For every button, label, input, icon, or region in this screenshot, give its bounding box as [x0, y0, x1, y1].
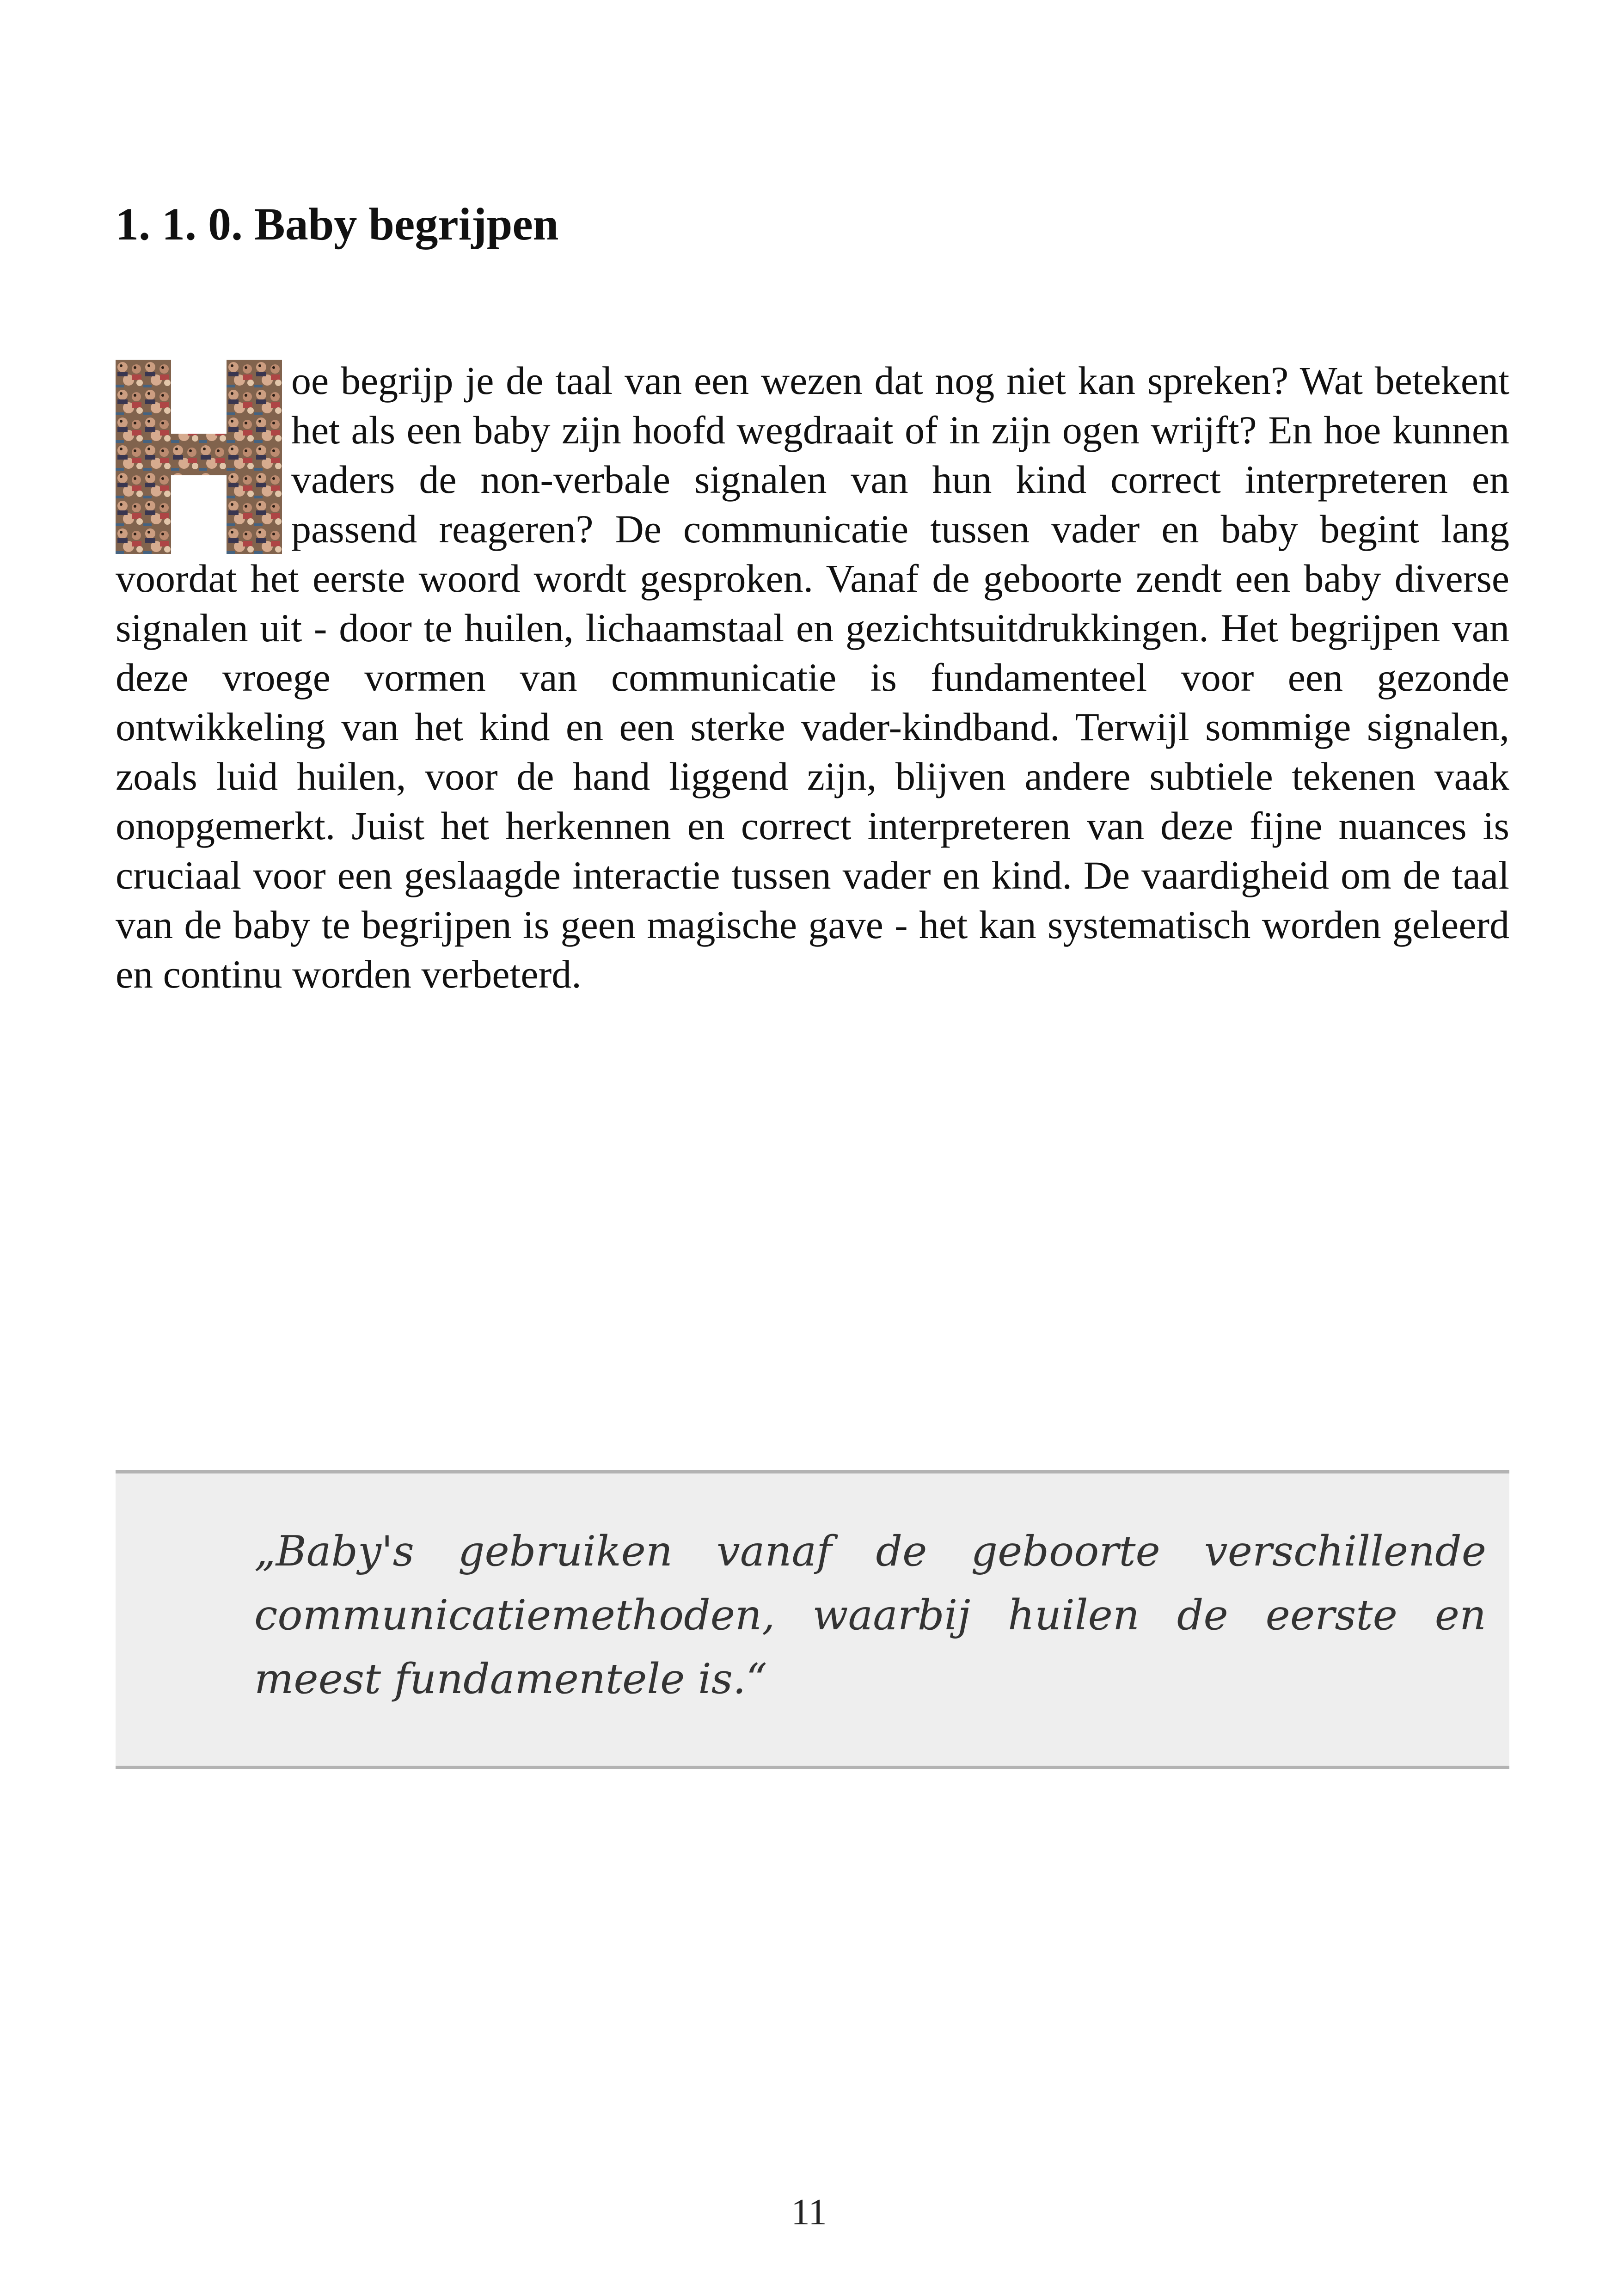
pull-quote-box — [116, 1470, 1509, 1769]
drop-cap — [116, 360, 287, 554]
page-number: 11 — [791, 2192, 827, 2233]
paragraph-text: oe begrijp je de taal van een wezen dat nog niet kan spreken? Wat betekent het als een baby zijn hoofd wegdraait of in zijn ogen wrijft? En hoe kunnen vaders de non-verbale signalen van hun kind correct interpreteren en passend reageren? De communicatie tussen vader en baby begint lang voordat het eerste woord wordt gesproken. Vanaf de geboorte zendt een baby diverse signalen uit - door te huilen, lichaamstaal en gezichtsuitdrukkingen. Het begrijpen van deze vroege vormen van communicatie is fundamenteel voor een gezonde ontwikkeling van het kind en een sterke vader-kindband. Terwijl sommige signalen, zoals luid huilen, voor de hand liggend zijn, blijven andere subtiele tekenen vaak onopgemerkt. Juist het herkennen en correct interpreteren van deze fijne nuances is cruciaal voor een geslaagde interactie tussen vader en kind. De vaardigheid om de taal van de baby te begrijpen is geen magische gave - het kan systematisch worden geleerd en continu worden verbeterd. — [116, 358, 1509, 996]
section-heading: 1. 1. 0. Baby begrijpen — [116, 198, 559, 250]
body-paragraph — [116, 356, 1509, 999]
photo-collage-letter-h-icon — [116, 360, 287, 554]
pull-quote-text: „Baby's gebruiken vanaf de geboorte verschillende communicatiemethoden, waarbij huilen de eerste en meest fundamentele is.“ — [254, 1527, 1486, 1703]
